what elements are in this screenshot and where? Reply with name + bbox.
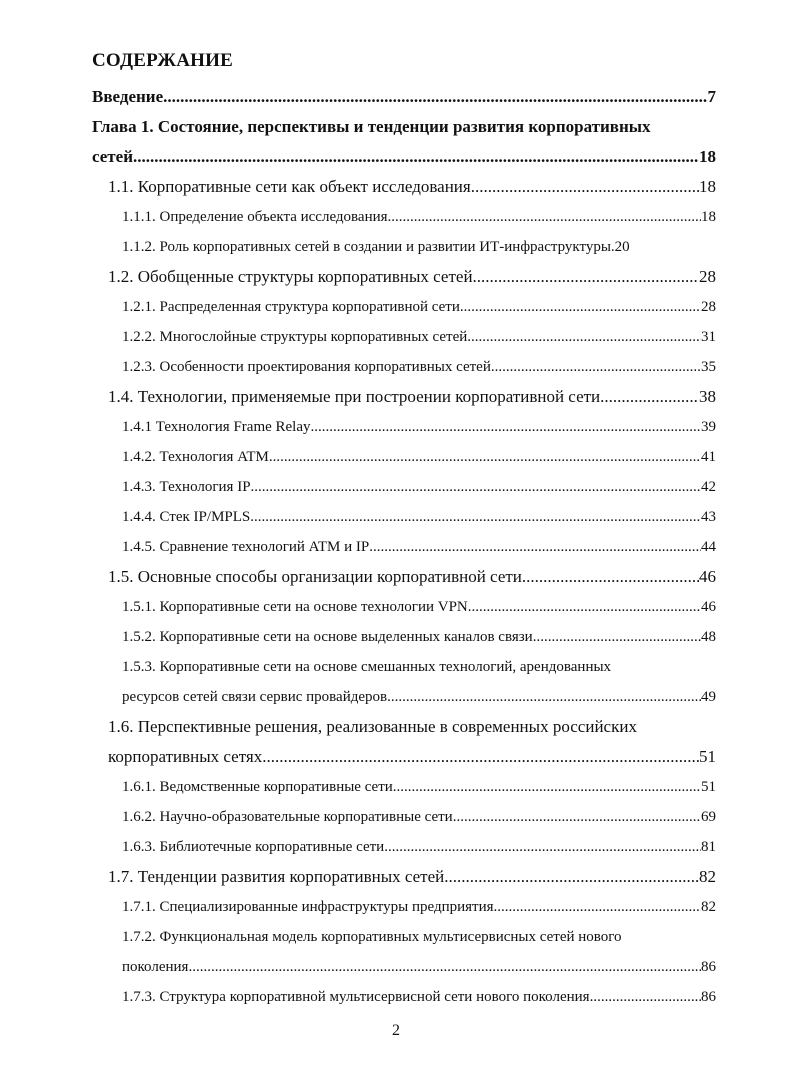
toc-entry-page: 43 xyxy=(701,509,716,525)
toc-entry-text: 1.7. Тенденции развития корпоративных сетей xyxy=(108,867,445,886)
toc-entry-text: 1.5.2. Корпоративные сети на основе выделенных каналов связи xyxy=(122,629,533,645)
toc-leader-dots xyxy=(590,985,701,1009)
toc-entry-text: 1.4.3. Технология IP xyxy=(122,479,251,495)
toc-leader-dots xyxy=(467,325,701,349)
toc-entry-1-7-2-line1[interactable]: 1.7.2. Функциональная модель корпоративных мультисервисных сетей нового xyxy=(122,929,622,945)
toc-entry-text: 1.5.1. Корпоративные сети на основе технологии VPN xyxy=(122,599,468,615)
toc-entry-text: 1.1.2. Роль корпоративных сетей в создании и развитии ИТ-инфраструктуры. xyxy=(122,239,615,255)
toc-entry-text: 1.4.4. Стек IP/MPLS xyxy=(122,509,251,525)
toc-leader-dots xyxy=(494,895,701,919)
toc-entry-page: 18 xyxy=(699,177,716,196)
toc-entry-1-5-1[interactable] xyxy=(122,595,716,619)
toc-entry-page: 86 xyxy=(701,989,716,1005)
toc-entry-1-6-3[interactable] xyxy=(122,835,716,859)
toc-entry-chapter1-line1[interactable]: Глава 1. Состояние, перспективы и тенденции развития корпоративных xyxy=(92,117,651,136)
toc-entry-page: 39 xyxy=(701,419,716,435)
toc-entry-page: 48 xyxy=(701,629,716,645)
toc-entry-1-7[interactable] xyxy=(108,865,716,889)
toc-entry-page: 51 xyxy=(701,779,716,795)
toc-entry-page: 82 xyxy=(701,899,716,915)
toc-leader-dots xyxy=(444,865,699,889)
toc-leader-dots xyxy=(388,205,701,229)
toc-entry-page: 18 xyxy=(699,147,716,166)
toc-leader-dots xyxy=(387,685,701,709)
toc-leader-dots xyxy=(133,145,699,169)
toc-leader-dots xyxy=(384,835,701,859)
toc-leader-dots xyxy=(522,565,699,589)
toc-entry-intro[interactable] xyxy=(92,85,716,109)
toc-entry-page: 35 xyxy=(701,359,716,375)
toc-entry-page: 20 xyxy=(614,239,630,255)
toc-entry-1-7-1[interactable] xyxy=(122,895,716,919)
toc-leader-dots xyxy=(468,595,701,619)
toc-entry-text: поколения xyxy=(122,959,189,975)
toc-entry-chapter1[interactable] xyxy=(92,145,716,169)
toc-entry-page: 51 xyxy=(699,747,716,766)
toc-entry-1-4[interactable] xyxy=(108,385,716,409)
toc-entry-text: 1.6.1. Ведомственные корпоративные сети xyxy=(122,779,393,795)
toc-entry-1-1[interactable] xyxy=(108,175,716,199)
toc-entry-page: 44 xyxy=(701,539,716,555)
toc-leader-dots xyxy=(533,625,701,649)
toc-leader-dots xyxy=(473,265,699,289)
toc-entry-text: Введение xyxy=(92,87,164,106)
toc-entry-1-5-3[interactable] xyxy=(122,685,716,709)
toc-entry-page: 42 xyxy=(701,479,716,495)
toc-leader-dots xyxy=(453,805,701,829)
toc-entry-1-1-2[interactable] xyxy=(122,235,716,259)
toc-leader-dots xyxy=(369,535,701,559)
toc-leader-dots xyxy=(250,505,701,529)
toc-entry-text: ресурсов сетей связи сервис провайдеров xyxy=(122,689,388,705)
toc-entry-page: 46 xyxy=(699,567,716,586)
toc-leader-dots xyxy=(251,475,701,499)
toc-leader-dots xyxy=(163,85,707,109)
toc-entry-1-7-3[interactable] xyxy=(122,985,716,1009)
toc-leader-dots xyxy=(262,745,699,769)
toc-entry-1-1-1[interactable] xyxy=(122,205,716,229)
toc-entry-text: 1.2. Обобщенные структуры корпоративных сетей xyxy=(108,267,473,286)
toc-entry-text: 1.4.5. Сравнение технологий ATM и IP xyxy=(122,539,370,555)
toc-entry-page: 46 xyxy=(701,599,716,615)
toc-leader-dots xyxy=(491,355,701,379)
toc-entry-text: 1.2.2. Многослойные структуры корпоративных сетей xyxy=(122,329,468,345)
toc-entry-1-4-5[interactable] xyxy=(122,535,716,559)
toc-entry-text: 1.7.1. Специализированные инфраструктуры предприятия xyxy=(122,899,494,915)
toc-entry-text: 1.5. Основные способы организации корпоративной сети xyxy=(108,567,522,586)
toc-entry-text: корпоративных сетях xyxy=(108,747,263,766)
toc-entry-page: 31 xyxy=(701,329,716,345)
toc-entry-text: 1.1. Корпоративные сети как объект исследования xyxy=(108,177,471,196)
toc-entry-text: 1.4.1 Технология Frame Relay xyxy=(122,419,311,435)
toc-entry-text: 1.7.3. Структура корпоративной мультисервисной сети нового поколения xyxy=(122,989,590,1005)
toc-entry-text: 1.2.3. Особенности проектирования корпоративных сетей xyxy=(122,359,491,375)
toc-entry-page: 28 xyxy=(699,267,716,286)
page-number: 2 xyxy=(392,1022,400,1039)
toc-leader-dots xyxy=(600,385,699,409)
toc-entry-page: 86 xyxy=(701,959,716,975)
toc-entry-page: 28 xyxy=(701,299,716,315)
toc-leader-dots xyxy=(188,955,701,979)
toc-leader-dots xyxy=(460,295,701,319)
toc-entry-1-6[interactable] xyxy=(108,745,716,769)
toc-leader-dots xyxy=(393,775,701,799)
toc-leader-dots xyxy=(311,415,701,439)
toc-entry-text: 1.6.2. Научно-образовательные корпоративные сети xyxy=(122,809,453,825)
toc-entry-page: 38 xyxy=(699,387,716,406)
toc-entry-1-4-4[interactable] xyxy=(122,505,716,529)
toc-entry-1-2-3[interactable] xyxy=(122,355,716,379)
toc-entry-1-6-2[interactable] xyxy=(122,805,716,829)
toc-entry-text: сетей xyxy=(92,147,133,166)
toc-entry-page: 81 xyxy=(701,839,716,855)
toc-entry-1-4-2[interactable] xyxy=(122,445,716,469)
toc-entry-1-5-2[interactable] xyxy=(122,625,716,649)
toc-entry-page: 18 xyxy=(701,209,716,225)
toc-entry-1-4-1[interactable] xyxy=(122,415,716,439)
toc-entry-text: 1.4. Технологии, применяемые при построении корпоративной сети xyxy=(108,387,601,406)
toc-leader-dots xyxy=(471,175,699,199)
toc-entry-1-2-1[interactable] xyxy=(122,295,716,319)
toc-entry-text: 1.1.1. Определение объекта исследования xyxy=(122,209,388,225)
toc-entry-1-2-2[interactable] xyxy=(122,325,716,349)
toc-entry-1-6-1[interactable] xyxy=(122,775,716,799)
toc-entry-1-5[interactable] xyxy=(108,565,716,589)
toc-entry-1-5-3-line1[interactable]: 1.5.3. Корпоративные сети на основе смешанных технологий, арендованных xyxy=(122,659,612,675)
toc-entry-text: 1.4.2. Технология ATM xyxy=(122,449,269,465)
toc-entry-page: 49 xyxy=(701,689,716,705)
toc-entry-text: 1.2.1. Распределенная структура корпоративной сети xyxy=(122,299,460,315)
toc-heading: СОДЕРЖАНИЕ xyxy=(92,50,233,71)
toc-entry-1-4-3[interactable] xyxy=(122,475,716,499)
toc-entry-1-6-line1[interactable]: 1.6. Перспективные решения, реализованные в современных российских xyxy=(108,717,637,736)
toc-entry-1-7-2[interactable] xyxy=(122,955,716,979)
toc-entry-page: 82 xyxy=(699,867,716,886)
toc-entry-text: 1.6.3. Библиотечные корпоративные сети xyxy=(122,839,385,855)
toc-entry-page: 41 xyxy=(701,449,716,465)
toc-leader-dots xyxy=(269,445,701,469)
toc-entry-1-2[interactable] xyxy=(108,265,716,289)
toc-entry-page: 7 xyxy=(707,87,716,106)
toc-entry-page: 69 xyxy=(701,809,716,825)
